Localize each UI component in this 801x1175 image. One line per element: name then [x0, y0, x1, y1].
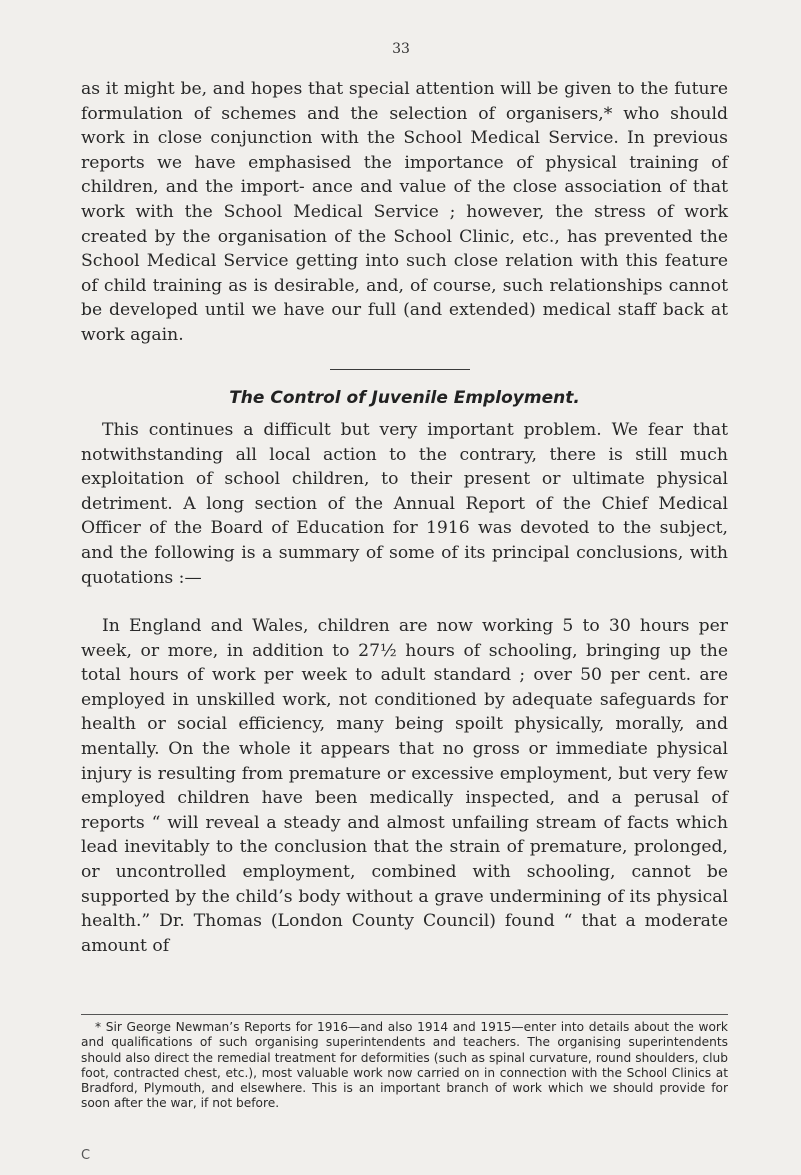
signature-mark: C [81, 1148, 91, 1163]
quotation-paragraph: In England and Wales, children are now working 5 to 30 hours per week, or more, in addition to 27½ hours of schooling, bringing up the total hours of work per week to adult standard ; over 50 per cent. are employed in unskilled work, not conditioned by adequate safeguards for health or social efficiency, many being spoilt physically, morally, and mentally. On the whole it appears that no gross or immediate physical injury is resulting from premature or excessive employment, but very few employed children have been medically inspected, and a perusal of reports “ will reveal a steady and almost unfailing stream of facts which lead inevitably to the conclusion that the strain of premature, prolonged, or uncontrolled employment, combined with schooling, cannot be supported by the child’s body without a grave undermining of its physical health.” Dr. Thomas (London County Council) found “ that a moderate amount of [81, 616, 728, 956]
footnote-divider [81, 1014, 728, 1015]
section-heading: The Control of Juvenile Employment. [229, 388, 580, 408]
footnote: * Sir George Newman’s Reports for 1916—and also 1914 and 1915—enter into details about the work and qualifications of such organising superintendents and teachers. The organising superintendents should also direct the remedial treatment for deformities (such as spinal curvature, round shoulders, club foot, contracted chest, etc.), most valuable work now carried on in connection with the School Clinics at Bradford, Plymouth, and elsewhere. This is an important branch of work which we should provide for soon after the war, if not before. [81, 1020, 728, 1111]
intro-paragraph: as it might be, and hopes that special attention will be given to the future formulation of schemes and the selection of organisers,* who should work in close conjunction with the School Medical Service. In previous reports we have emphasised the importance of physical training of children, and the import- ance and value of the close association of that work with the School Medical Service ; however, the stress of work created by the organisation of the School Clinic, etc., has prevented the School Medical Service getting into such close relation with this feature of child training as is desirable, and, of course, such relationships cannot be developed until we have our full (and extended) medical staff back at work again. [81, 79, 728, 345]
section-body-paragraph: This continues a difficult but very important problem. We fear that notwithstanding all local action to the contrary, there is still much exploitation of school children, to their present or ultimate physical detriment. A long section of the Annual Report of the Chief Medical Officer of the Board of Education for 1916 was devoted to the subject, and the following is a summary of some of its principal conclusions, with quotations :— [81, 420, 728, 588]
page-number: 33 [392, 41, 410, 57]
section-divider [330, 369, 470, 370]
